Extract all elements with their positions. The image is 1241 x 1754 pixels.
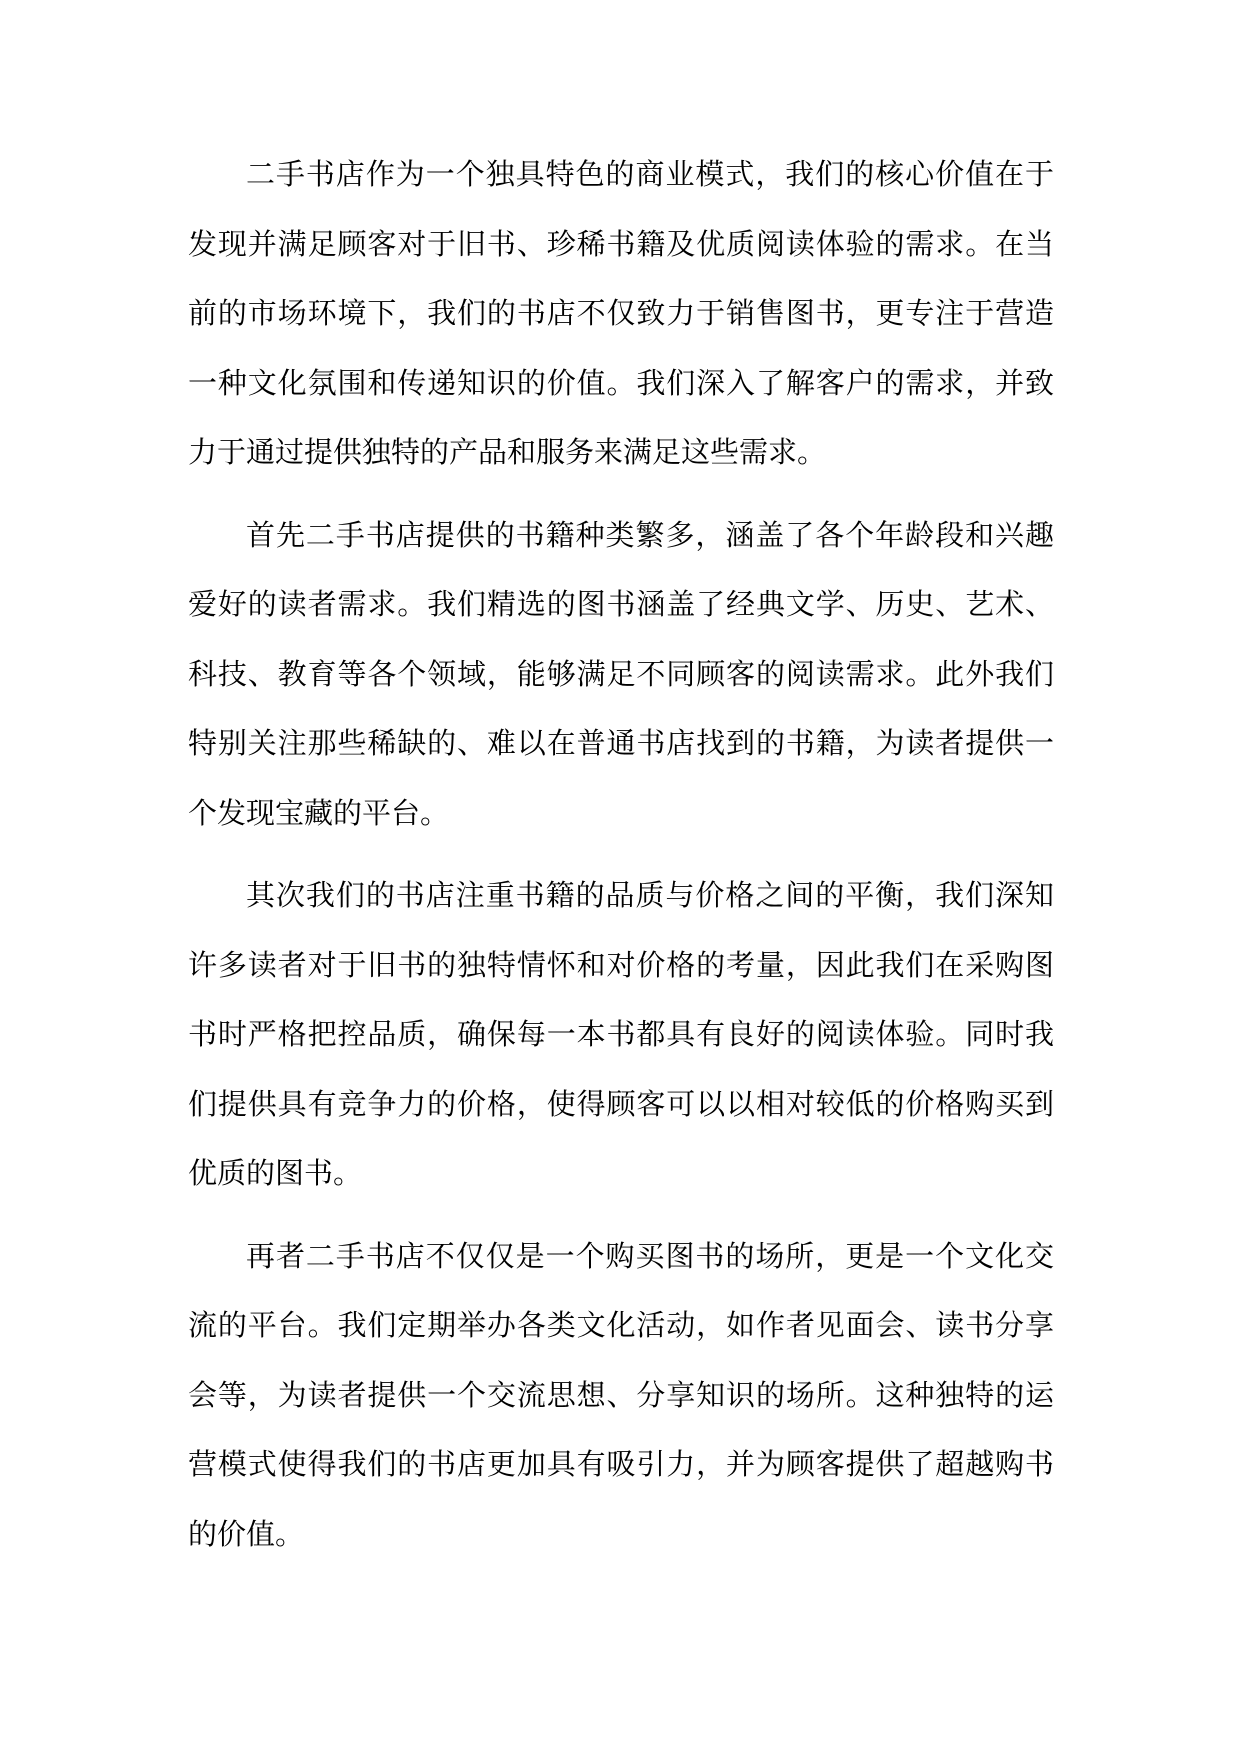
document-body <box>188 140 1054 1582</box>
paragraph-book-variety: 首先二手书店提供的书籍种类繁多，涵盖了各个年龄段和兴趣爱好的读者需求。我们精选的图书涵盖了经典文学、历史、艺术、科技、教育等各个领域，能够满足不同顾客的阅读需求。此外我们特别关注那些稀缺的、难以在普通书店找到的书籍，为读者提供一个发现宝藏的平台。 <box>188 517 1054 830</box>
paragraph-culture-exchange: 再者二手书店不仅仅是一个购买图书的场所，更是一个文化交流的平台。我们定期举办各类文化活动，如作者见面会、读书分享会等，为读者提供一个交流思想、分享知识的场所。这种独特的运营模式使得我们的书店更加具有吸引力，并为顾客提供了超越购书的价值。 <box>188 1238 1054 1551</box>
paragraph-intro: 二手书店作为一个独具特色的商业模式，我们的核心价值在于发现并满足顾客对于旧书、珍稀书籍及优质阅读体验的需求。在当前的市场环境下，我们的书店不仅致力于销售图书，更专注于营造一种文化氛围和传递知识的价值。我们深入了解客户的需求，并致力于通过提供独特的产品和服务来满足这些需求。 <box>188 157 1054 469</box>
paragraph-quality-price: 其次我们的书店注重书籍的品质与价格之间的平衡，我们深知许多读者对于旧书的独特情怀和对价格的考量，因此我们在采购图书时严格把控品质，确保每一本书都具有良好的阅读体验。同时我们提供具有竞争力的价格，使得顾客可以以相对较低的价格购买到优质的图书。 <box>188 878 1054 1190</box>
